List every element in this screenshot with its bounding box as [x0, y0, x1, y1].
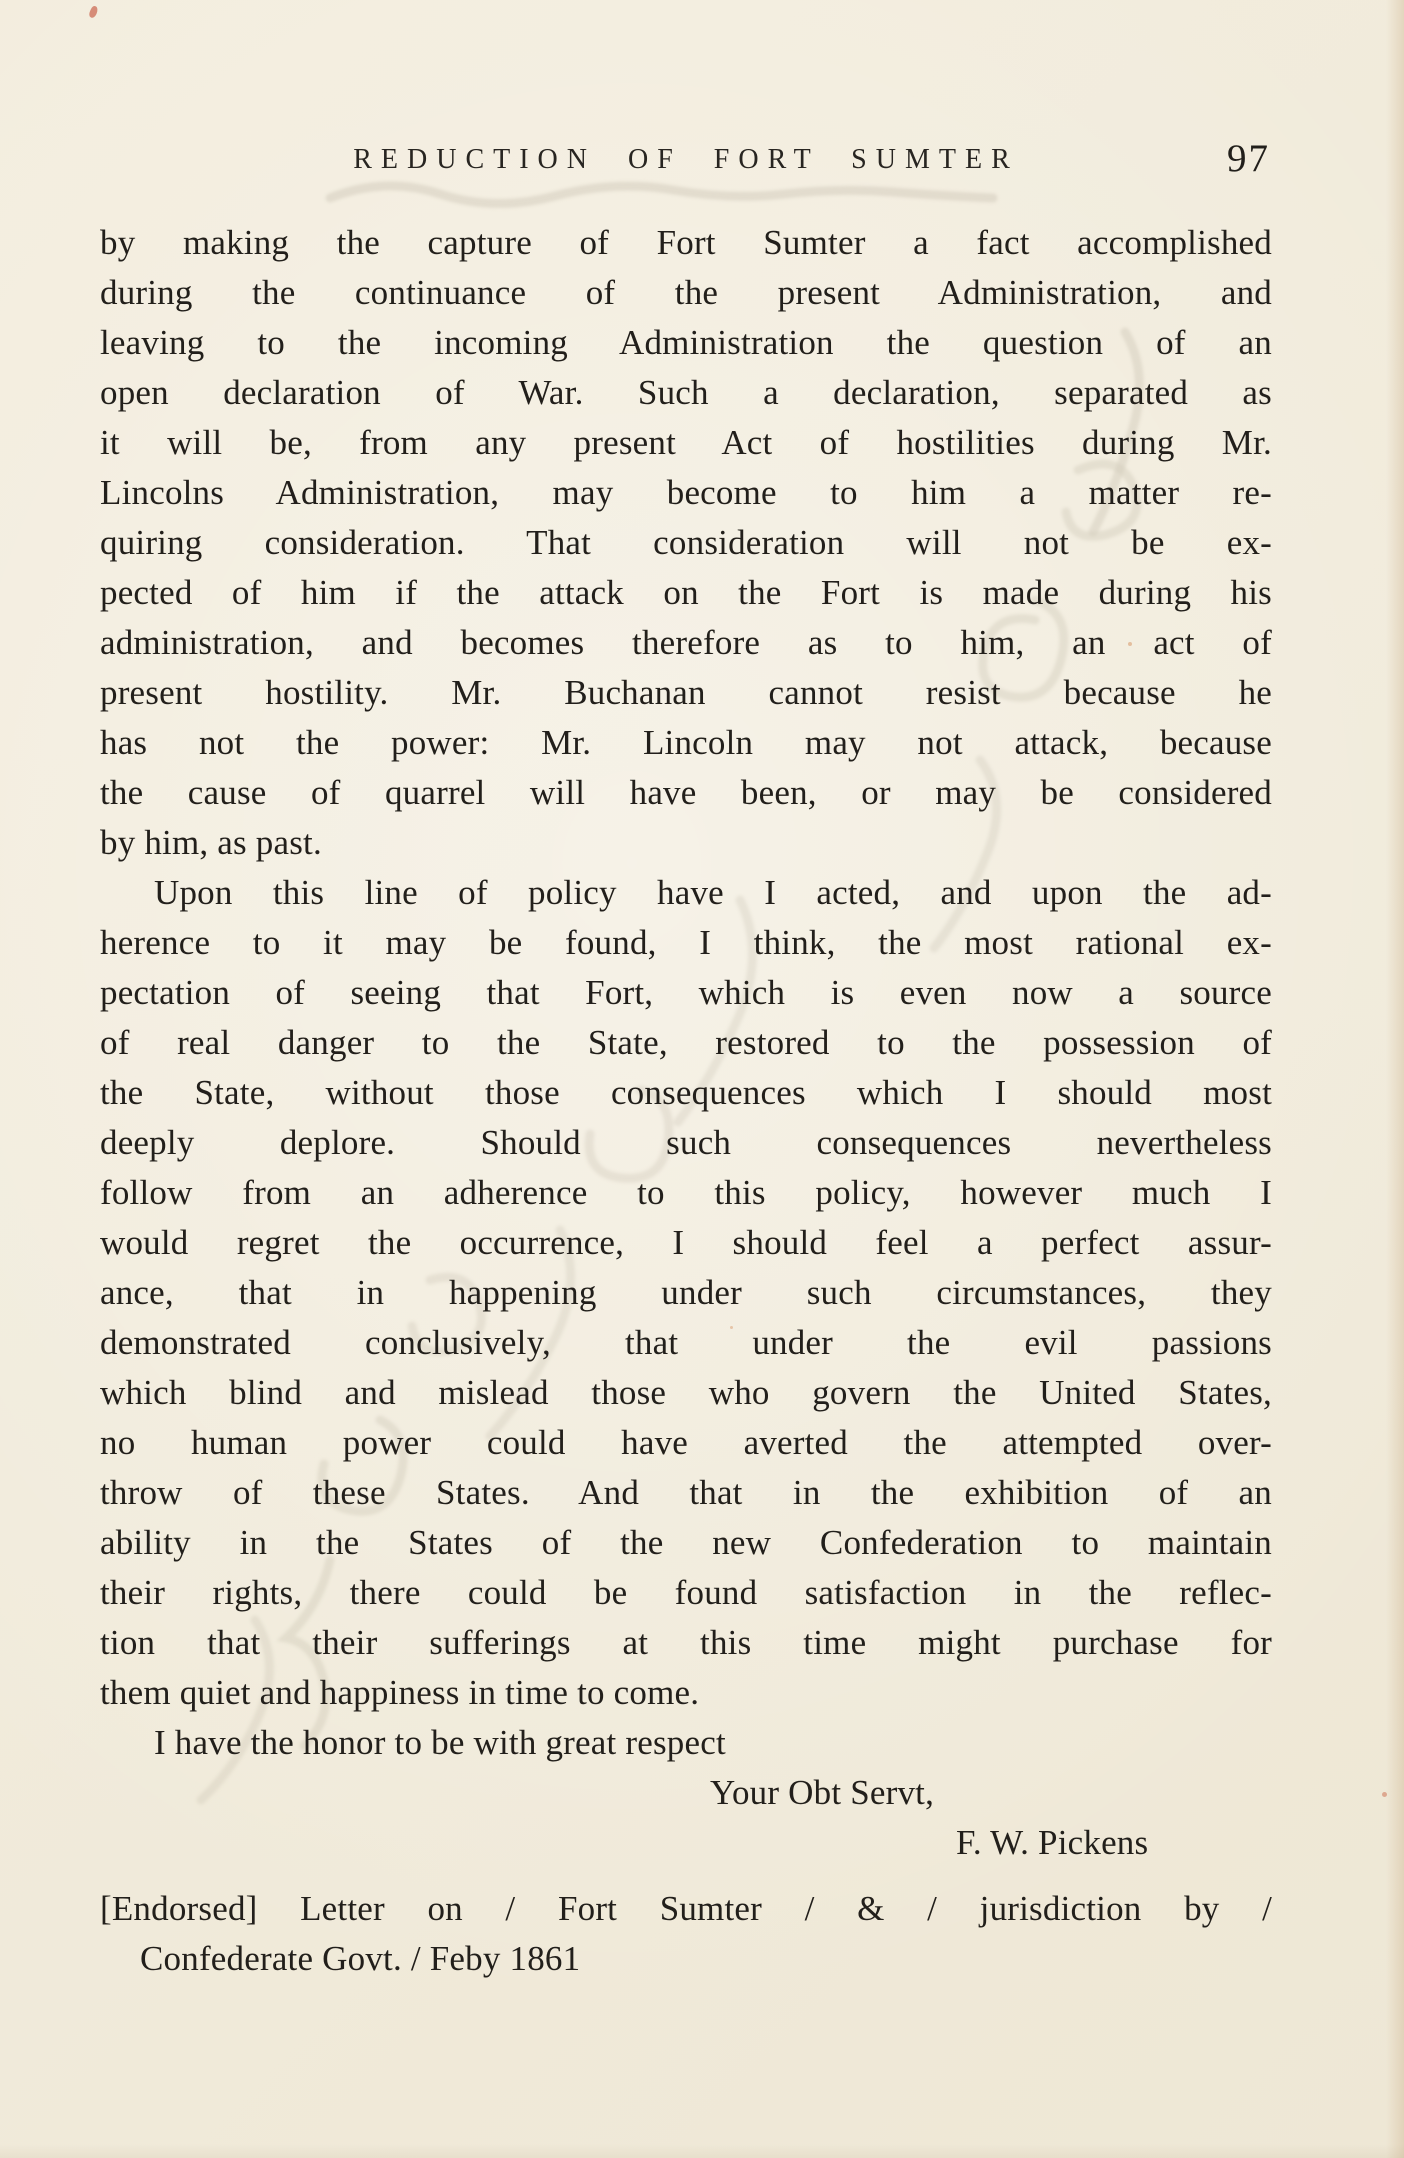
closing-signature: F. W. Pickens [956, 1823, 1149, 1862]
body-line: ability in the States of the new Confederation to maintain [100, 1523, 1272, 1562]
body-line: herence to it may be found, I think, the most rational ex- [100, 923, 1272, 962]
page-edge-shading-bottom [0, 2144, 1404, 2158]
body-line: tion that their sufferings at this time might purchase for [100, 1623, 1272, 1662]
endorsement-line-1: [Endorsed] Letter on / Fort Sumter / & / jurisdiction by / [100, 1889, 1272, 1928]
body-line: which blind and mislead those who govern the United States, [100, 1373, 1272, 1412]
body-line: Lincolns Administration, may become to him a matter re- [100, 473, 1272, 512]
body-line: by making the capture of Fort Sumter a fact accomplished [100, 223, 1272, 262]
endorsement [100, 1884, 1272, 1984]
body-line: them quiet and happiness in time to come. [100, 1673, 700, 1712]
chapter-title: REDUCTION OF FORT SUMTER [353, 144, 1019, 175]
body-line: their rights, there could be found satisfaction in the reflec- [100, 1573, 1272, 1612]
body-line: quiring consideration. That consideration will not be ex- [100, 523, 1272, 562]
body-line: follow from an adherence to this policy, however much I [100, 1173, 1272, 1212]
body-line: leaving to the incoming Administration the question of an [100, 323, 1272, 362]
closing-salutation: Your Obt Servt, [710, 1773, 935, 1812]
paragraph [100, 1718, 1272, 1768]
body-line: present hostility. Mr. Buchanan cannot resist because he [100, 673, 1272, 712]
body-line: during the continuance of the present Administration, and [100, 273, 1272, 312]
body-line: demonstrated conclusively, that under the evil passions [100, 1323, 1272, 1362]
body-line: throw of these States. And that in the exhibition of an [100, 1473, 1272, 1512]
body-line: Upon this line of policy have I acted, and upon the ad- [154, 873, 1272, 912]
body-line: it will be, from any present Act of hostilities during Mr. [100, 423, 1272, 462]
paragraph [100, 218, 1272, 868]
body-line: ance, that in happening under such circumstances, they [100, 1273, 1272, 1312]
scan-speck [1382, 1792, 1387, 1797]
body-line: pected of him if the attack on the Fort is made during his [100, 573, 1272, 612]
page-number: 97 [1227, 137, 1270, 180]
body-line: has not the power: Mr. Lincoln may not attack, because [100, 723, 1272, 762]
letter-body [100, 218, 1272, 1984]
body-line: the cause of quarrel will have been, or may be considered [100, 773, 1272, 812]
scan-speck [88, 5, 99, 19]
body-line: deeply deplore. Should such consequences nevertheless [100, 1123, 1272, 1162]
body-line: of real danger to the State, restored to the possession of [100, 1023, 1272, 1062]
body-line: administration, and becomes therefore as to him, an act of [100, 623, 1272, 662]
paragraph [100, 868, 1272, 1718]
body-line: I have the honor to be with great respect [154, 1723, 726, 1762]
body-line: would regret the occurrence, I should feel a perfect assur- [100, 1223, 1272, 1262]
body-line: the State, without those consequences which I should most [100, 1073, 1272, 1112]
body-line: no human power could have averted the attempted over- [100, 1423, 1272, 1462]
body-line: pectation of seeing that Fort, which is even now a source [100, 973, 1272, 1012]
page-edge-shading [1386, 0, 1404, 2158]
endorsement-line-2: Confederate Govt. / Feby 1861 [140, 1939, 581, 1978]
body-line: open declaration of War. Such a declaration, separated as [100, 373, 1272, 412]
body-line: by him, as past. [100, 823, 322, 862]
running-header [100, 138, 1272, 184]
